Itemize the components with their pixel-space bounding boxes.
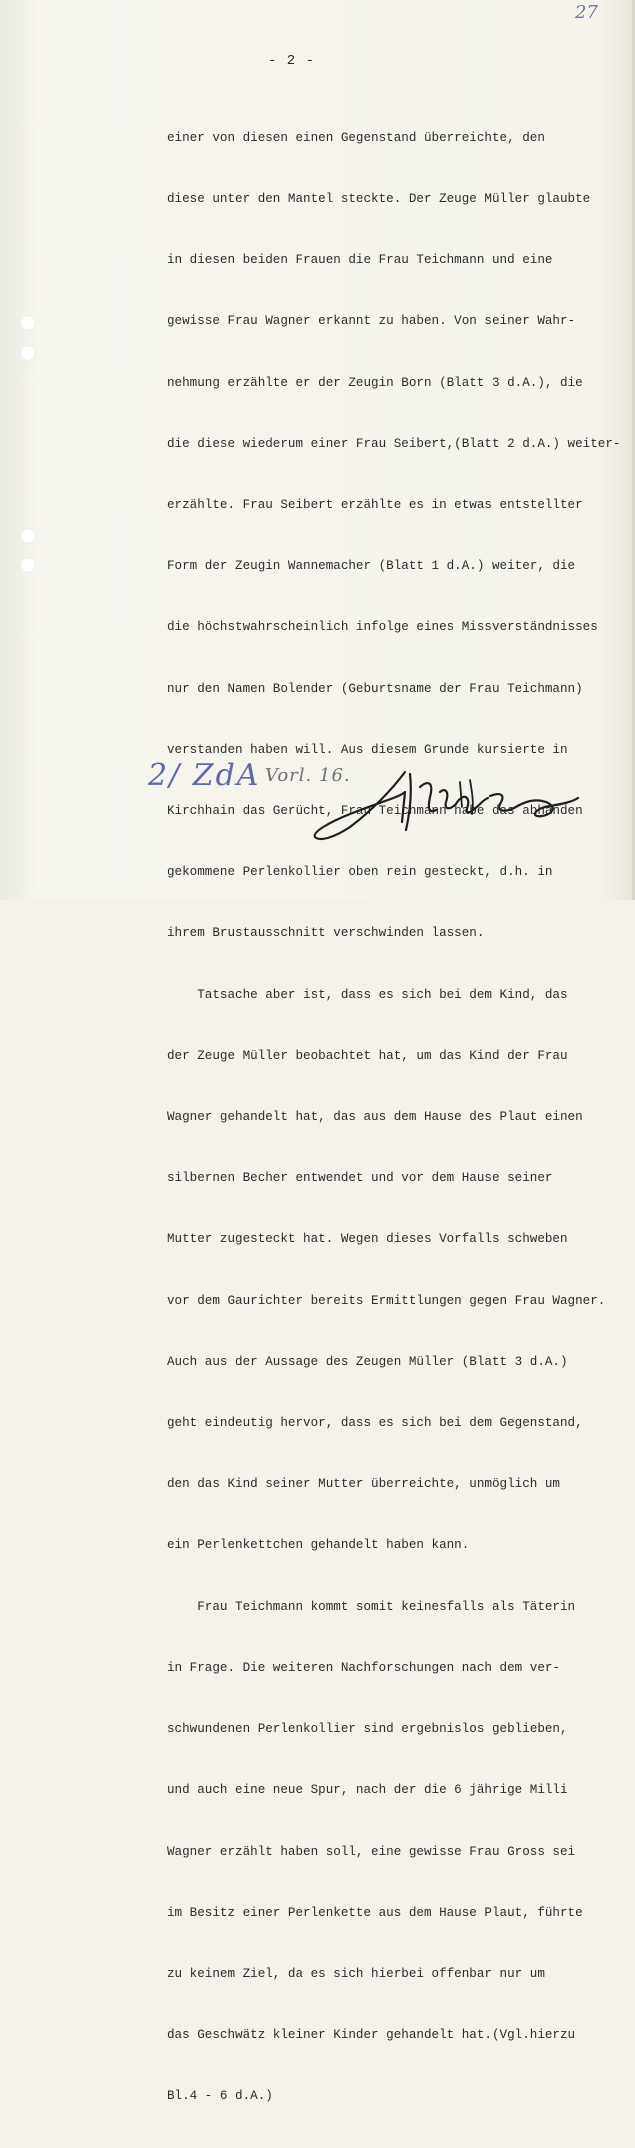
text-line: silbernen Becher entwendet und vor dem Hause seiner [167, 1171, 553, 1186]
handwritten-file-note: 2/ ZdA [148, 758, 261, 793]
punch-hole [20, 557, 36, 573]
text-line: in diesen beiden Frauen die Frau Teichmann und eine [167, 253, 553, 268]
handwritten-date-note: Vorl. 16. [265, 765, 351, 786]
text-line: in Frage. Die weiteren Nachforschungen nach dem ver- [167, 1660, 560, 1675]
folio-annotation: 27 [575, 2, 598, 23]
typed-body-text [167, 87, 635, 2148]
text-line: Tatsache aber ist, dass es sich bei dem Kind, das [167, 987, 568, 1002]
punch-hole [20, 345, 36, 361]
text-line: den das Kind seiner Mutter überreichte, unmöglich um [167, 1477, 560, 1492]
text-line: und auch eine neue Spur, nach der die 6 jährige Milli [167, 1783, 568, 1798]
punch-hole [20, 315, 36, 331]
text-line: das Geschwätz kleiner Kinder gehandelt hat.(Vgl.hierzu [167, 2028, 576, 2043]
text-line: Auch aus der Aussage des Zeugen Müller (Blatt 3 d.A.) [167, 1354, 568, 1369]
text-line: ihrem Brustausschnitt verschwinden lassen. [167, 926, 485, 941]
text-line: Mutter zugesteckt hat. Wegen dieses Vorfalls schweben [167, 1232, 568, 1247]
text-line: schwundenen Perlenkollier sind ergebnislos geblieben, [167, 1722, 568, 1737]
text-line: Bl.4 - 6 d.A.) [167, 2089, 273, 2104]
signature-icon [310, 752, 590, 852]
text-line: Wagner erzählt haben soll, eine gewisse Frau Gross sei [167, 1844, 576, 1859]
text-line: Kirchhain das Gerücht, Frau Teichmann habe das abhanden [167, 804, 583, 819]
text-line: diese unter den Mantel steckte. Der Zeuge Müller glaubte [167, 192, 591, 207]
page-number: - 2 - [268, 53, 316, 69]
text-line: Form der Zeugin Wannemacher (Blatt 1 d.A.) weiter, die [167, 559, 576, 574]
text-line: einer von diesen einen Gegenstand überreichte, den [167, 130, 545, 145]
text-line: nur den Namen Bolender (Geburtsname der Frau Teichmann) [167, 681, 583, 696]
text-line: zu keinem Ziel, da es sich hierbei offenbar nur um [167, 1966, 545, 1981]
text-line: geht eindeutig hervor, dass es sich bei dem Gegenstand, [167, 1416, 583, 1431]
text-line: erzählte. Frau Seibert erzählte es in etwas entstellter [167, 498, 583, 513]
text-line: die diese wiederum einer Frau Seibert,(Blatt 2 d.A.) weiter- [167, 436, 621, 451]
text-line: Wagner gehandelt hat, das aus dem Hause des Plaut einen [167, 1110, 583, 1125]
text-line: gewisse Frau Wagner erkannt zu haben. Von seiner Wahr- [167, 314, 576, 329]
text-line: Frau Teichmann kommt somit keinesfalls als Täterin [167, 1599, 576, 1614]
text-line: nehmung erzählte er der Zeugin Born (Blatt 3 d.A.), die [167, 375, 583, 390]
text-line: verstanden haben will. Aus diesem Grunde kursierte in [167, 742, 568, 757]
text-line: der Zeuge Müller beobachtet hat, um das Kind der Frau [167, 1048, 568, 1063]
text-line: gekommene Perlenkollier oben rein gesteckt, d.h. in [167, 865, 553, 880]
punch-hole [20, 528, 36, 544]
text-line: vor dem Gaurichter bereits Ermittlungen gegen Frau Wagner. [167, 1293, 606, 1308]
text-line: im Besitz einer Perlenkette aus dem Hause Plaut, führte [167, 1905, 583, 1920]
text-line: ein Perlenkettchen gehandelt haben kann. [167, 1538, 470, 1553]
text-line: die höchstwahrscheinlich infolge eines Missverständnisses [167, 620, 598, 635]
